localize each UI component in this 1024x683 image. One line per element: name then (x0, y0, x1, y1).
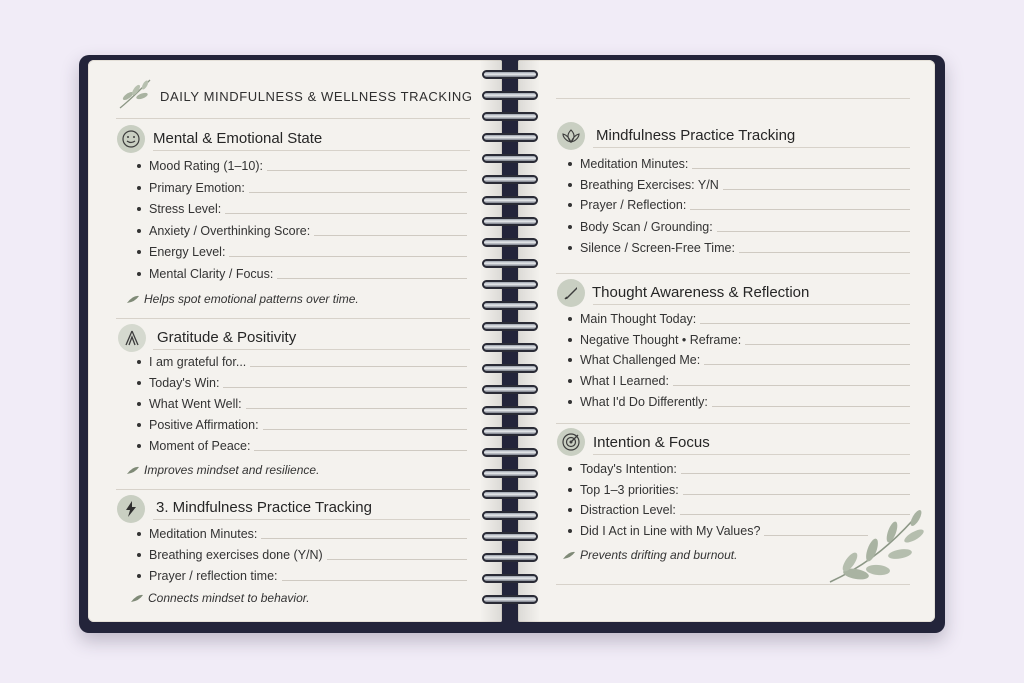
list-item[interactable]: Today's Win: (137, 376, 467, 390)
list-item[interactable]: Did I Act in Line with My Values? (568, 524, 868, 538)
spiral-ring (482, 259, 538, 268)
list-item[interactable]: Energy Level: (137, 245, 467, 259)
section-header: Thought Awareness & Reflection (592, 284, 810, 301)
spiral-ring (482, 112, 538, 121)
smiley-icon (117, 125, 145, 153)
section-note: Improves mindset and resilience. (126, 463, 319, 477)
spiral-ring (482, 322, 538, 331)
spiral-ring (482, 217, 538, 226)
list-item[interactable]: Prayer / reflection time: (137, 569, 467, 583)
leaf-icon (130, 593, 144, 603)
list-item[interactable]: Meditation Minutes: (568, 157, 910, 171)
list-item[interactable]: What I'd Do Differently: (568, 395, 910, 409)
section-header: Mindfulness Practice Tracking (596, 127, 796, 144)
list-item[interactable]: Negative Thought • Reframe: (568, 333, 910, 347)
lightning-icon (117, 495, 145, 523)
spiral-ring (482, 301, 538, 310)
spiral-ring (482, 532, 538, 541)
section-note: Prevents drifting and burnout. (562, 548, 737, 562)
list-item[interactable]: I am grateful for... (137, 355, 467, 369)
spiral-ring (482, 280, 538, 289)
lotus-icon (557, 122, 585, 150)
list-item[interactable]: Anxiety / Overthinking Score: (137, 224, 467, 238)
list-item[interactable]: Breathing exercises done (Y/N) (137, 548, 467, 562)
spiral-ring (482, 511, 538, 520)
spiral-ring (482, 196, 538, 205)
section-header: Gratitude & Positivity (157, 329, 297, 346)
list-item[interactable]: Meditation Minutes: (137, 527, 467, 541)
spiral-ring (482, 343, 538, 352)
spiral-ring (482, 238, 538, 247)
list-item[interactable]: What Challenged Me: (568, 353, 910, 367)
list-item[interactable]: Prayer / Reflection: (568, 198, 910, 212)
leaf-icon (126, 294, 140, 304)
spiral-ring (482, 91, 538, 100)
pen-icon (557, 279, 585, 307)
list-item[interactable]: Moment of Peace: (137, 439, 467, 453)
spiral-ring (482, 574, 538, 583)
list-item[interactable]: Today's Intention: (568, 462, 910, 476)
leaf-branch-icon (826, 506, 926, 588)
spiral-ring (482, 406, 538, 415)
list-item[interactable]: Main Thought Today: (568, 312, 910, 326)
spiral-ring (482, 427, 538, 436)
spiral-ring (482, 154, 538, 163)
spiral-ring (482, 595, 538, 604)
list-item[interactable]: Body Scan / Grounding: (568, 220, 910, 234)
list-item[interactable]: Mental Clarity / Focus: (137, 267, 467, 281)
list-item[interactable]: Primary Emotion: (137, 181, 467, 195)
section-header: Intention & Focus (593, 434, 710, 451)
spiral-ring (482, 448, 538, 457)
spiral-ring (482, 490, 538, 499)
spiral-ring (482, 469, 538, 478)
lotus-icon (118, 324, 146, 352)
spiral-ring (482, 385, 538, 394)
list-item[interactable]: Stress Level: (137, 202, 467, 216)
list-item[interactable]: What Went Well: (137, 397, 467, 411)
spiral-ring (482, 70, 538, 79)
spiral-binding (482, 70, 540, 610)
leaf-icon (562, 550, 576, 560)
page-title: DAILY MINDFULNESS & WELLNESS TRACKING (160, 89, 473, 104)
list-item[interactable]: Distraction Level: (568, 503, 910, 517)
list-item[interactable]: Mood Rating (1–10): (137, 159, 467, 173)
spiral-ring (482, 133, 538, 142)
target-icon (557, 428, 585, 456)
leaf-icon (126, 465, 140, 475)
list-item[interactable]: Top 1–3 priorities: (568, 483, 910, 497)
section-header: 3. Mindfulness Practice Tracking (156, 499, 372, 516)
list-item[interactable]: Silence / Screen-Free Time: (568, 241, 910, 255)
section-header: Mental & Emotional State (153, 130, 323, 147)
spiral-ring (482, 175, 538, 184)
section-note: Helps spot emotional patterns over time. (126, 292, 359, 306)
spiral-ring (482, 364, 538, 373)
list-item[interactable]: Breathing Exercises: Y/N (568, 178, 910, 192)
section-note: Connects mindset to behavior. (130, 591, 310, 605)
spiral-ring (482, 553, 538, 562)
list-item[interactable]: What I Learned: (568, 374, 910, 388)
leaf-sprig-icon (116, 76, 154, 112)
list-item[interactable]: Positive Affirmation: (137, 418, 467, 432)
